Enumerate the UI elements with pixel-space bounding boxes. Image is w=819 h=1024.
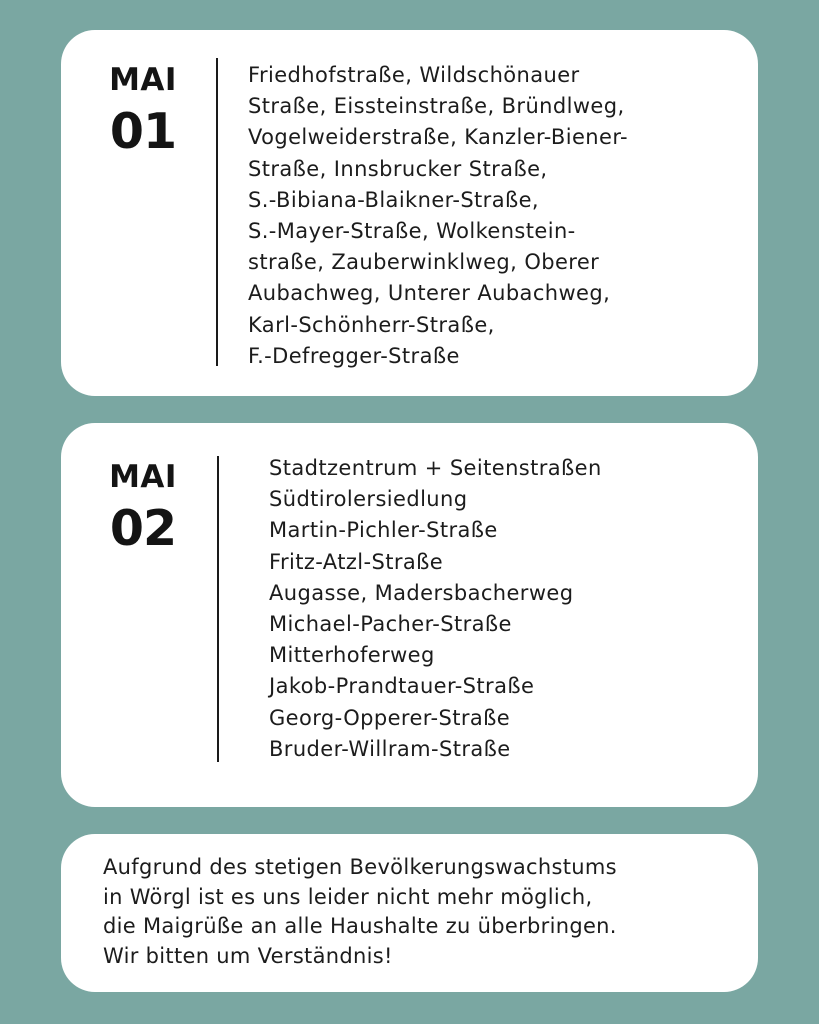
date-day: 01: [109, 103, 177, 160]
street-line: Karl-Schönherr-Straße,: [248, 312, 495, 337]
street-line: Friedhofstraße, Wildschönauer: [248, 63, 580, 87]
street-list: [269, 453, 729, 765]
vertical-divider: [217, 456, 219, 762]
street-list: [248, 60, 728, 372]
date-day: 02: [109, 500, 177, 557]
date-badge: [98, 62, 188, 160]
notice-line: Aufgrund des stetigen Bevölkerungswachstums: [103, 855, 617, 879]
street-line: Aubachweg, Unterer Aubachweg,: [248, 281, 611, 306]
street-line: Vogelweiderstraße, Kanzler-Biener-: [248, 125, 628, 150]
street-line: Südtirolersiedlung: [269, 487, 468, 512]
street-line: Georg-Opperer-Straße: [269, 705, 511, 730]
date-month: MAI: [109, 459, 177, 495]
date-badge: [94, 459, 192, 557]
street-line: Mitterhoferweg: [269, 643, 435, 668]
street-line: Augasse, Madersbacherweg: [269, 580, 574, 605]
vertical-divider: [216, 58, 218, 366]
street-line: F.-Defregger-Straße: [248, 343, 460, 368]
street-line: Straße, Innsbrucker Straße,: [248, 156, 548, 181]
street-line: straße, Zauberwinklweg, Oberer: [248, 250, 600, 275]
date-month: MAI: [109, 62, 177, 98]
notice-line: die Maigrüße an alle Haushalte zu überbringen.: [103, 914, 617, 938]
street-line: Michael-Pacher-Straße: [269, 612, 512, 637]
street-line: Jakob-Prandtauer-Straße: [269, 674, 535, 699]
notice-card: [61, 834, 758, 992]
street-line: Straße, Eissteinstraße, Bründlweg,: [248, 94, 625, 119]
street-line: S.-Mayer-Straße, Wolkenstein-: [248, 219, 576, 244]
notice-line: in Wörgl ist es uns leider nicht mehr möglich,: [103, 884, 593, 909]
notice-line: Wir bitten um Verständnis!: [103, 943, 393, 968]
street-line: Stadtzentrum + Seitenstraßen: [269, 456, 602, 480]
street-line: S.-Bibiana-Blaikner-Straße,: [248, 187, 540, 212]
notice-text: [103, 853, 733, 971]
street-line: Bruder-Willram-Straße: [269, 736, 511, 761]
street-line: Fritz-Atzl-Straße: [269, 549, 444, 574]
schedule-card-may-01: [61, 30, 758, 396]
street-line: Martin-Pichler-Straße: [269, 518, 498, 543]
schedule-card-may-02: [61, 423, 758, 807]
